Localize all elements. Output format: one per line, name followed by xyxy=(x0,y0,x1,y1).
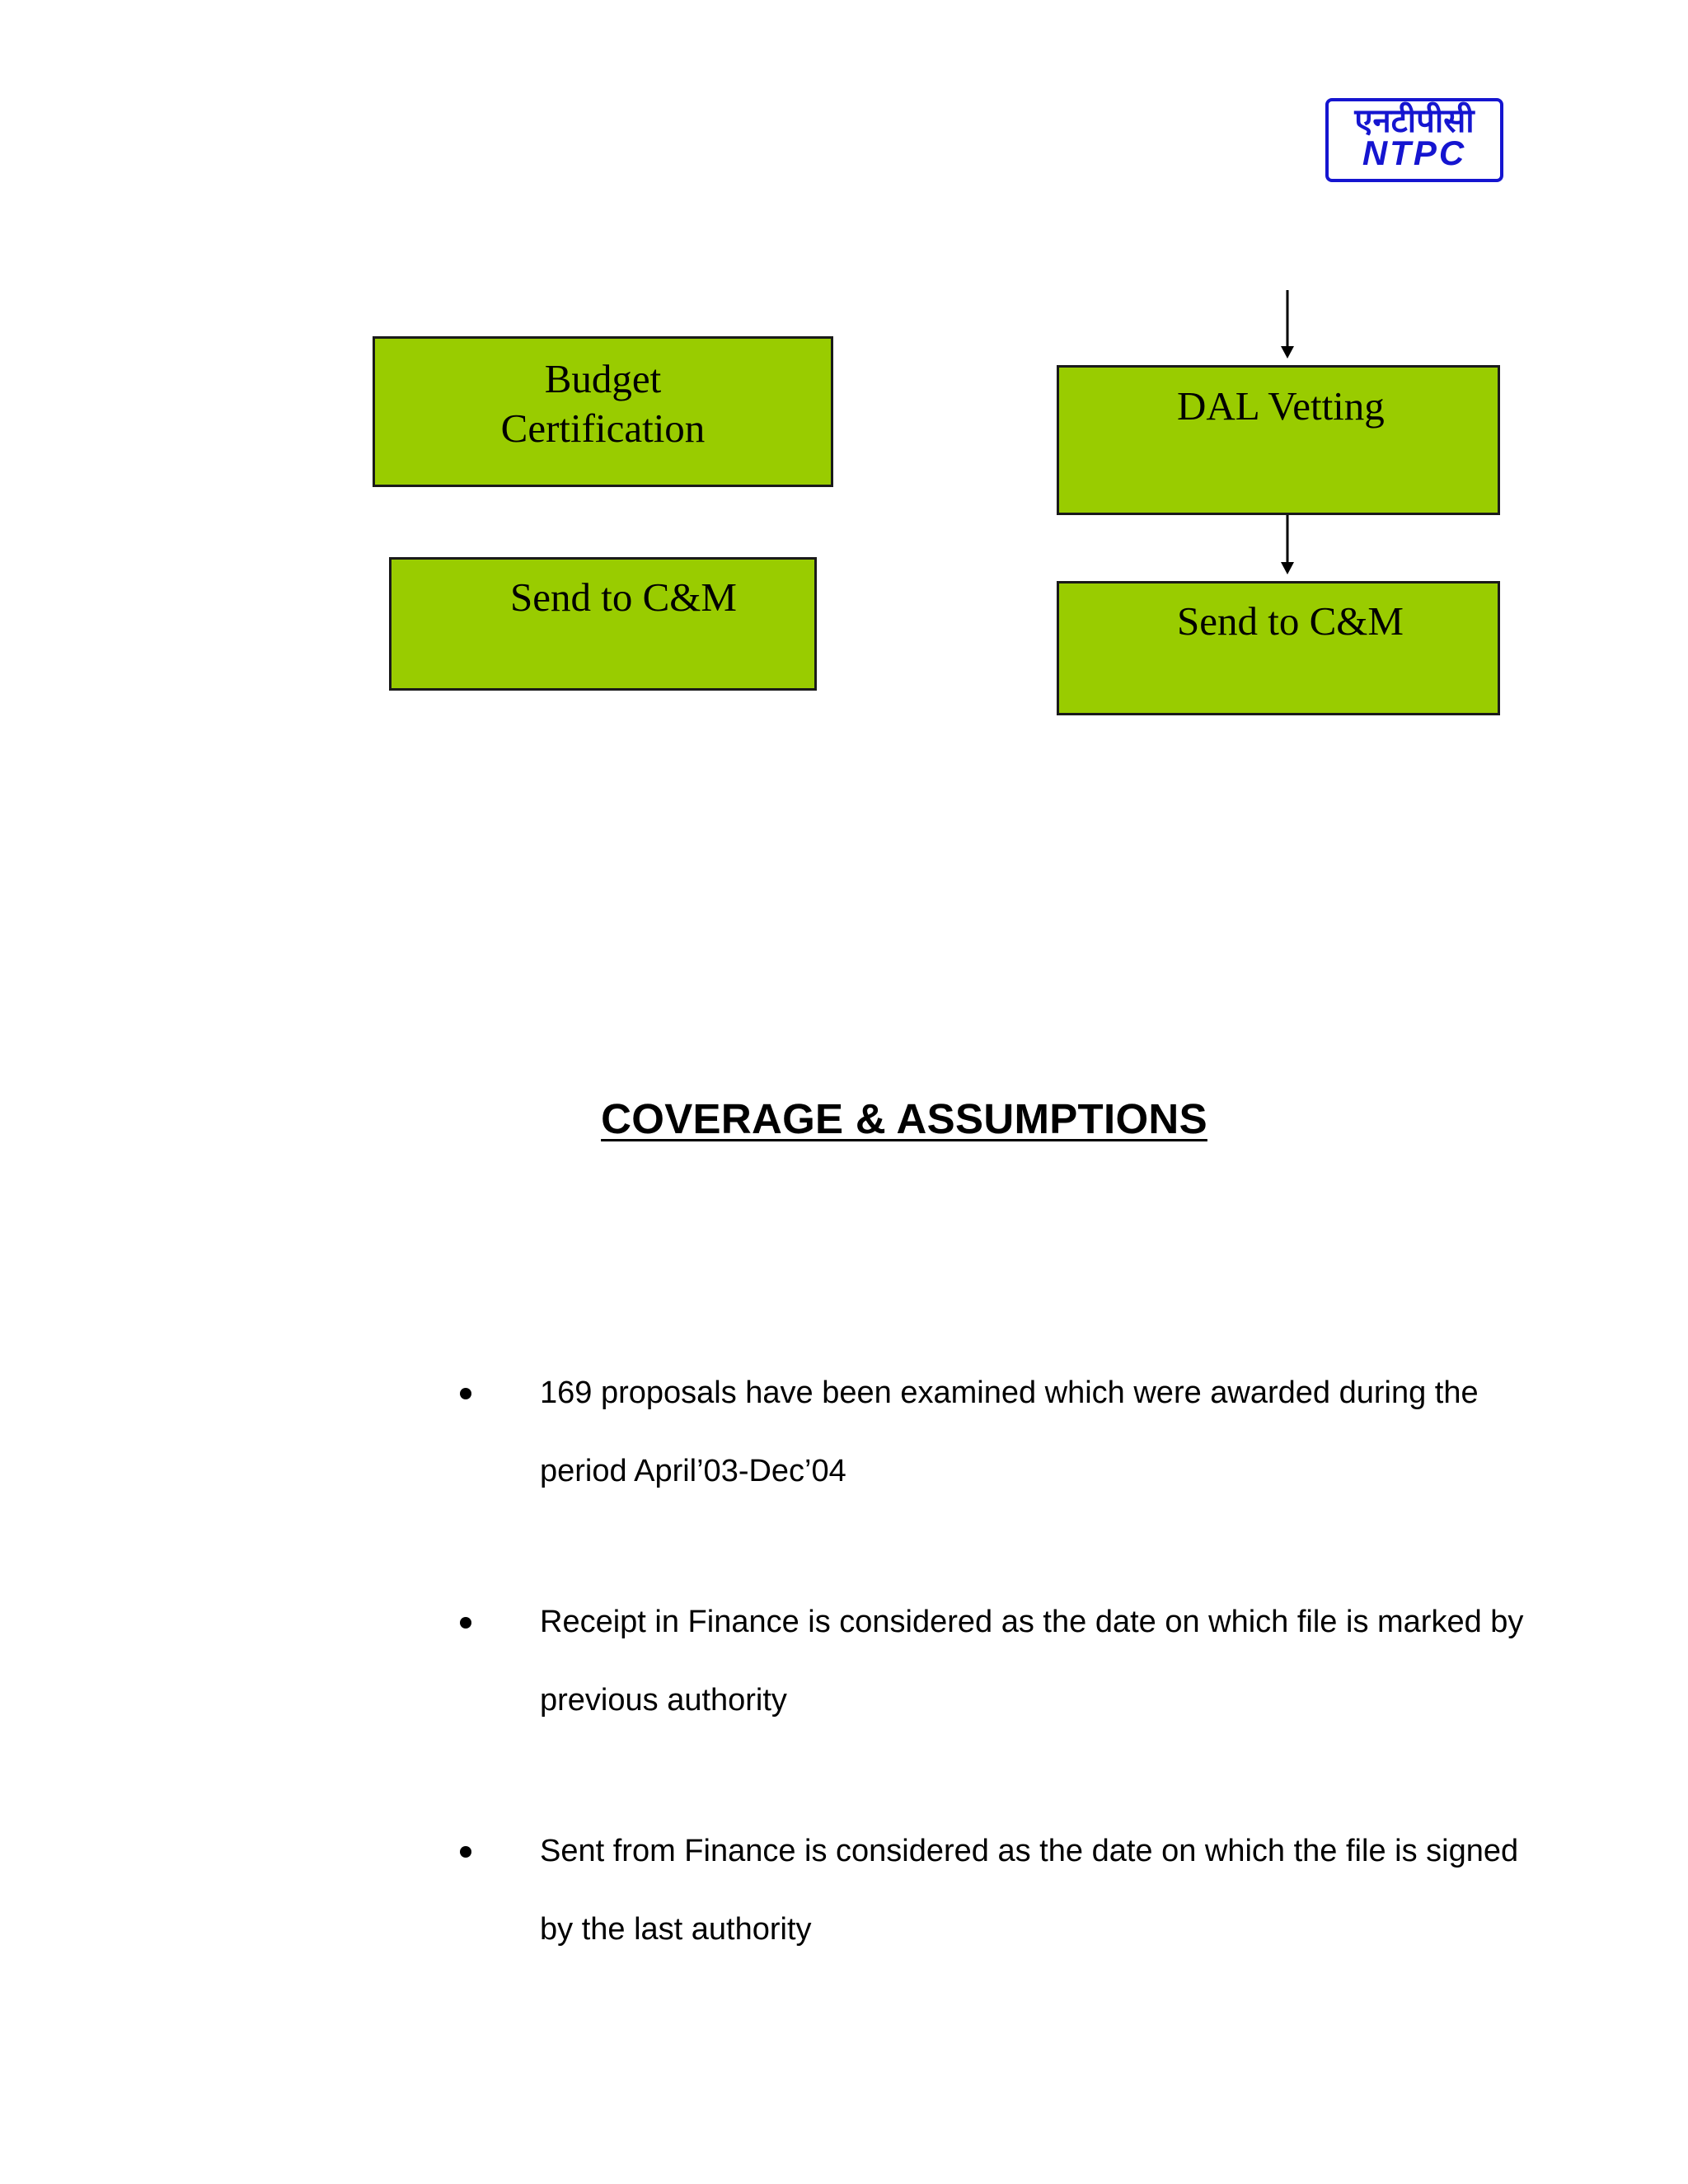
budget-certification-box xyxy=(373,336,833,487)
send-to-cm-box-right xyxy=(1057,581,1500,715)
ntpc-logo xyxy=(1325,98,1503,182)
bullet-icon xyxy=(460,1846,471,1858)
dal-vetting-box xyxy=(1057,365,1500,515)
list-item-text: 169 proposals have been examined which were awarded during the period April’03-Dec’04 xyxy=(540,1376,1479,1488)
list-item-text: Sent from Finance is considered as the date on which the file is signed by the last authority xyxy=(540,1834,1519,1947)
send-to-cm-label-left: Send to C&M xyxy=(510,574,737,620)
section-title: COVERAGE & ASSUMPTIONS xyxy=(601,1095,1207,1142)
logo-hindi-text: एनटीपीसी xyxy=(1354,102,1475,140)
bullet-icon xyxy=(460,1617,471,1629)
send-to-cm-label-right: Send to C&M xyxy=(1177,598,1404,644)
list-item xyxy=(460,1812,1531,1969)
dal-vetting-label: DAL Vetting xyxy=(1177,383,1385,429)
budget-certification-label: Budget Certification xyxy=(500,356,706,451)
arrowhead-into-dal-vetting xyxy=(1281,346,1294,359)
list-item-text: Receipt in Finance is considered as the date on which file is marked by previous authority xyxy=(540,1605,1524,1718)
bullet-icon xyxy=(460,1388,471,1399)
send-to-cm-box-left xyxy=(389,557,817,691)
list-item xyxy=(460,1583,1531,1740)
logo-latin-text: NTPC xyxy=(1362,134,1467,172)
arrowhead-dal-to-send xyxy=(1281,562,1294,574)
list-item xyxy=(460,1354,1531,1511)
